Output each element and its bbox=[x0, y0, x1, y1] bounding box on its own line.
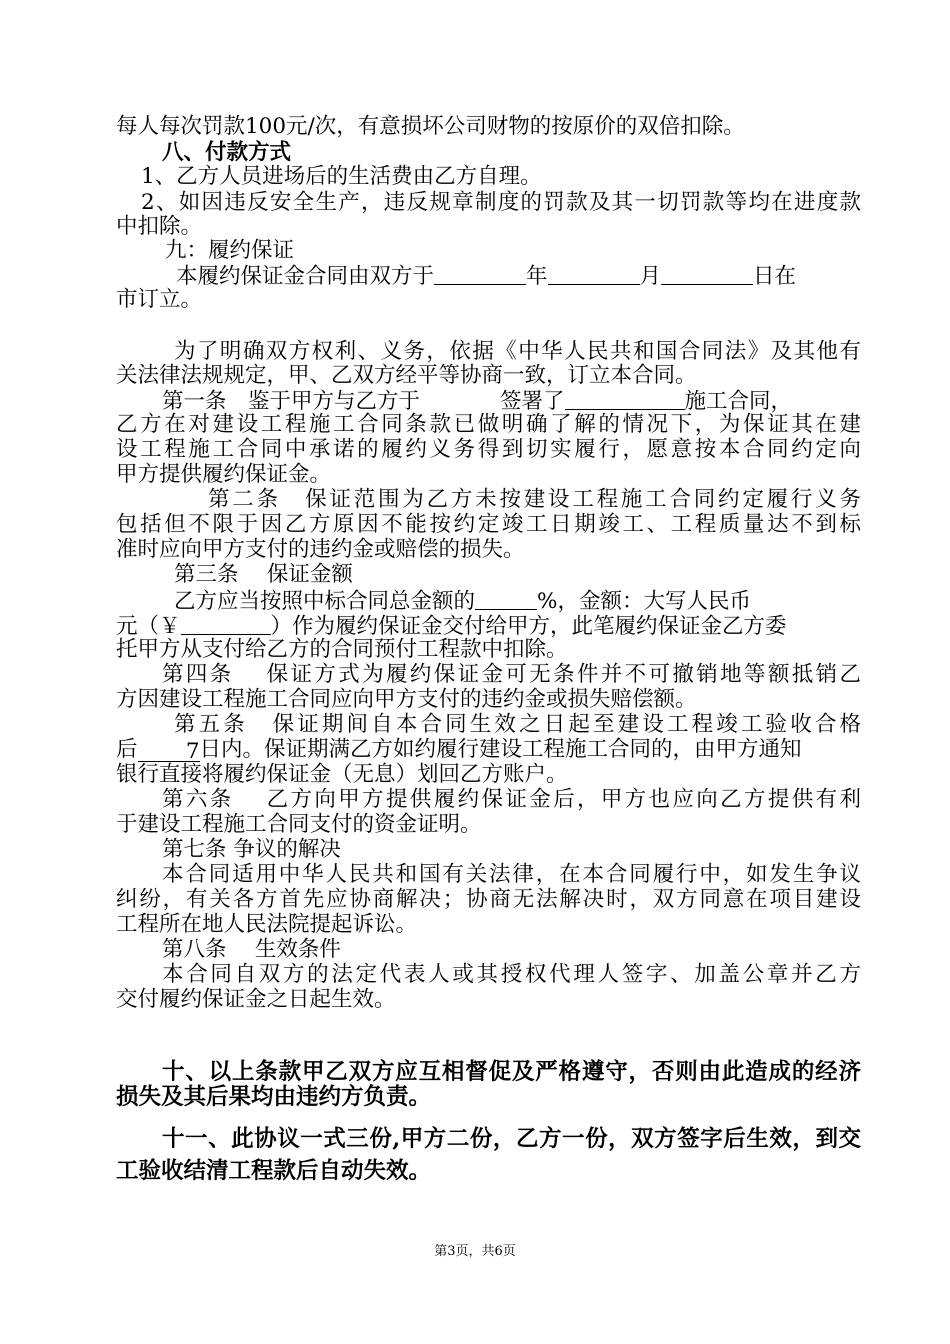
article-7-line-3: 工程所在地人民法院提起诉讼。 bbox=[116, 912, 418, 937]
article-3-text-d: ）作为履约保证金交付给甲方，此笔履约保证金乙方委 bbox=[270, 614, 787, 639]
article-3-line-2 bbox=[116, 612, 861, 640]
section-8-item-2-line-2: 中扣除。 bbox=[116, 214, 203, 239]
article-2-line-3: 准时应向甲方支付的违约金或赔偿的损失。 bbox=[116, 537, 525, 562]
article-8-title: 第八条 生效条件 bbox=[162, 937, 341, 962]
article-3-line-3: 托甲方从支付给乙方的合同预付工程款中扣除。 bbox=[116, 637, 568, 662]
article-2-line-1: 第二条 保证范围为乙方未按建设工程施工合同约定履行义务 bbox=[208, 487, 861, 512]
day-label: 日在 bbox=[753, 264, 797, 289]
section-10-line-2: 损失及其后果均由违约方负责。 bbox=[116, 1084, 432, 1110]
article-1-line-4: 甲方提供履约保证金。 bbox=[116, 462, 332, 487]
article-1-text-b: 签署了 bbox=[500, 389, 565, 414]
section-11-line-1: 十一、此协议一式三份,甲方二份，乙方一份，双方签字后生效，到交 bbox=[162, 1126, 861, 1152]
article-7-line-2: 纠纷，有关各方首先应协商解决；协商无法解决时，双方同意在项目建设 bbox=[116, 887, 861, 912]
article-7-line-1: 本合同适用中华人民共和国有关法律，在本合同履行中，如发生争议 bbox=[162, 862, 861, 887]
article-3-text-a: 乙方应当按照中标合同总金额的 bbox=[174, 589, 476, 614]
article-3-title: 第三条 保证金额 bbox=[174, 562, 353, 587]
days-blank: 7 bbox=[138, 739, 200, 762]
section-8-title: 八、付款方式 bbox=[162, 140, 292, 165]
article-5-text-b: 日内。保证期满乙方如约履行建设工程施工合同的，由甲方通知 bbox=[199, 737, 802, 762]
month-blank bbox=[548, 262, 640, 285]
percentage-blank bbox=[475, 587, 537, 610]
article-1-line-1 bbox=[162, 387, 862, 415]
article-8-line-1: 本合同自双方的法定代表人或其授权代理人签字、加盖公章并乙方 bbox=[162, 962, 861, 987]
section-9-title: 九：履约保证 bbox=[165, 238, 295, 263]
page-number-footer: 第3页，共6页 bbox=[434, 1244, 516, 1259]
day-blank bbox=[661, 262, 753, 285]
construction-contract-blank bbox=[565, 387, 685, 410]
article-5-line-3: 银行直接将履约保证金（无息）划回乙方账户。 bbox=[116, 762, 568, 787]
amount-blank bbox=[181, 612, 271, 635]
article-3-text-c: 元（￥ bbox=[116, 614, 181, 639]
article-1-text-c: 施工合同， bbox=[684, 389, 793, 414]
article-6-line-2: 于建设工程施工合同支付的资金证明。 bbox=[116, 812, 482, 837]
article-3-line-1 bbox=[174, 587, 864, 615]
article-8-line-2: 交付履约保证金之日起生效。 bbox=[116, 987, 396, 1012]
article-5-line-2 bbox=[116, 737, 861, 763]
article-3-text-b: %，金额：大写人民币 bbox=[537, 589, 751, 614]
section-11-line-2: 工验收结清工程款后自动失效。 bbox=[116, 1158, 432, 1184]
article-4-line-1: 第四条 保证方式为履约保证金可无条件并不可撤销地等额抵销乙 bbox=[162, 662, 861, 687]
section-8-item-1: 1、乙方人员进场后的生活费由乙方自理。 bbox=[141, 164, 542, 189]
section-8-item-2-line-1: 2、如因违反安全生产，违反规章制度的罚款及其一切罚款等均在进度款 bbox=[141, 190, 861, 215]
intro-line-2: 关法律法规规定，甲、乙双方经平等协商一致，订立本合同。 bbox=[116, 363, 697, 388]
penalty-clause-text: 每人每次罚款100元/次，有意损坏公司财物的按原价的双倍扣除。 bbox=[116, 114, 745, 139]
article-4-line-2: 方因建设工程施工合同应向甲方支付的违约金或损失赔偿额。 bbox=[116, 687, 697, 712]
article-1-text-a: 第一条 鉴于甲方与乙方于 bbox=[162, 389, 421, 414]
article-7-title: 第七条 争议的解决 bbox=[162, 837, 341, 862]
article-5-text-a: 后 bbox=[116, 737, 138, 762]
article-2-line-2: 包括但不限于因乙方原因不能按约定竣工日期竣工、工程质量达不到标 bbox=[116, 512, 861, 537]
year-blank bbox=[434, 262, 526, 285]
contract-date-line bbox=[176, 262, 866, 290]
intro-line-1: 为了明确双方权利、义务，依据《中华人民共和国合同法》及其他有 bbox=[174, 339, 861, 364]
article-1-line-3: 设工程施工合同中承诺的履约义务得到切实履行，愿意按本合同约定向 bbox=[116, 437, 861, 462]
article-6-line-1: 第六条 乙方向甲方提供履约保证金后，甲方也应向乙方提供有利 bbox=[162, 787, 861, 812]
date-prefix: 本履约保证金合同由双方于 bbox=[176, 264, 435, 289]
article-1-line-2: 乙方在对建设工程施工合同条款已做明确了解的情况下，为保证其在建 bbox=[116, 412, 861, 437]
year-label: 年 bbox=[526, 264, 548, 289]
article-5-line-1: 第五条 保证期间自本合同生效之日起至建设工程竣工验收合格 bbox=[174, 712, 861, 737]
month-label: 月 bbox=[639, 264, 662, 289]
section-10-line-1: 十、以上条款甲乙双方应互相督促及严格遵守，否则由此造成的经济 bbox=[162, 1059, 861, 1085]
contract-place-line: 市订立。 bbox=[116, 287, 203, 312]
